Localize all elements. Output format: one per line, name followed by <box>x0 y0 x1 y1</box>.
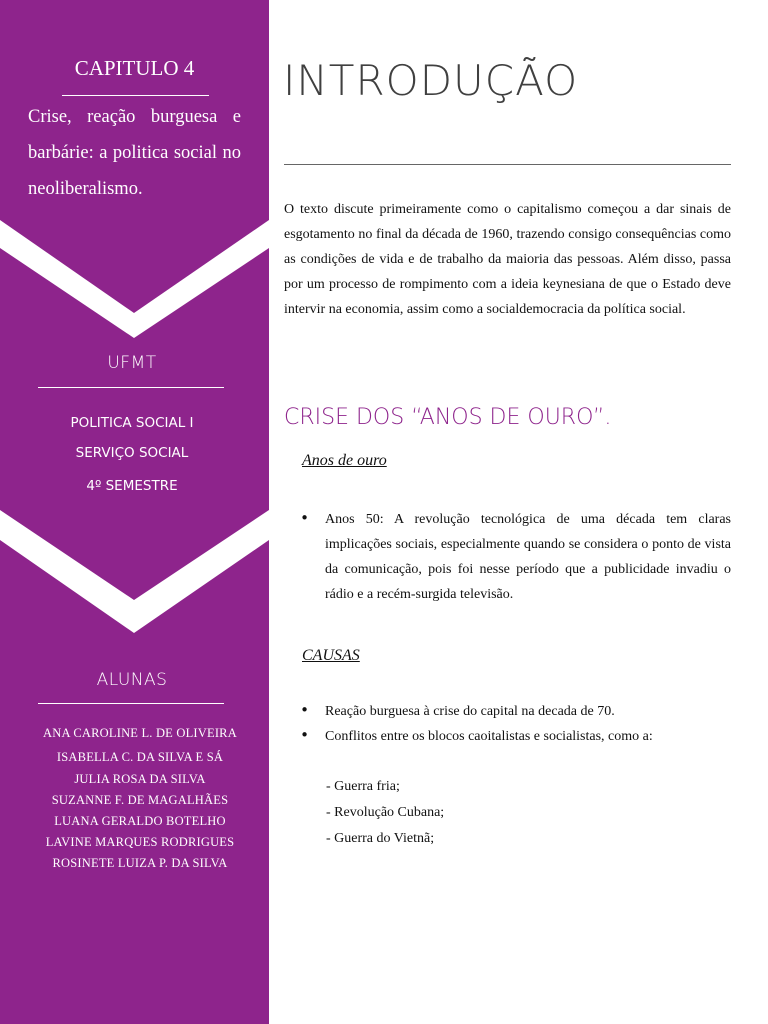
student-name: ANA CAROLINE L. DE OLIVEIRA <box>43 726 237 740</box>
students-heading: ALUNAS <box>96 670 168 690</box>
student-name: SUZANNE F. DE MAGALHÃES <box>51 793 229 807</box>
student-name: JULIA ROSA DA SILVA <box>74 772 206 786</box>
students-rule <box>38 703 224 704</box>
chapter-subtitle: Crise, reação burguesa e barbárie: a politica social no neoliberalismo. <box>28 107 241 199</box>
list-item: Conflitos entre os blocos caoitalistas e socialistas, como a: <box>325 729 653 744</box>
anos-de-ouro-heading: Anos de ouro <box>302 452 387 469</box>
university-label: UFMT <box>107 353 157 373</box>
course-line: 4º SEMESTRE <box>86 478 178 494</box>
conflict-item: - Revolução Cubana; <box>326 805 445 820</box>
chapter-title: CAPITULO 4 <box>74 56 195 80</box>
list-item: Reação burguesa à crise do capital na decada de 70. <box>325 704 615 719</box>
chapter-rule <box>62 95 209 96</box>
causas-heading: CAUSAS <box>302 647 360 664</box>
course-line: SERVIÇO SOCIAL <box>75 445 189 461</box>
conflict-item: - Guerra do Vietnã; <box>326 831 435 846</box>
bullet-icon: • <box>300 509 309 527</box>
title-rule <box>284 164 731 165</box>
student-name: LUANA GERALDO BOTELHO <box>54 814 226 828</box>
chevron-divider-bottom <box>0 510 269 635</box>
intro-paragraph: O texto discute primeiramente como o capitalismo começou a dar sinais de esgotamento no final da década de 1960, trazendo consigo consequências como as condições de vida e de trabalho da maioria das pessoas. Além disso, passa por um processo de rompimento com a ideia keynesiana de que o Estado deve intervir na economia, assim como a socialdemocracia da política social. <box>284 202 731 317</box>
sidebar <box>0 0 269 1024</box>
bullet-icon: • <box>300 701 309 719</box>
university-rule <box>38 387 224 388</box>
student-name: LAVINE MARQUES RODRIGUES <box>45 835 235 849</box>
student-name: ROSINETE LUIZA P. DA SILVA <box>52 856 228 870</box>
student-name: ISABELLA C. DA SILVA E SÁ <box>56 750 224 764</box>
bullet-icon: • <box>300 726 309 744</box>
course-line: POLITICA SOCIAL I <box>70 415 194 431</box>
section-title: CRISE DOS “ANOS DE OURO”. <box>284 405 612 430</box>
chevron-divider-top <box>0 218 269 338</box>
list-item: Anos 50: A revolução tecnológica de uma década tem claras implicações sociais, especialmente quando se considera o ponto de vista da comunicação, pois foi nesse período que a publicidade invadiu o rádio e a recém-surgida televisão. <box>325 512 731 602</box>
page-title: INTRODUÇÃO <box>283 56 579 105</box>
conflict-item: - Guerra fria; <box>326 779 400 794</box>
